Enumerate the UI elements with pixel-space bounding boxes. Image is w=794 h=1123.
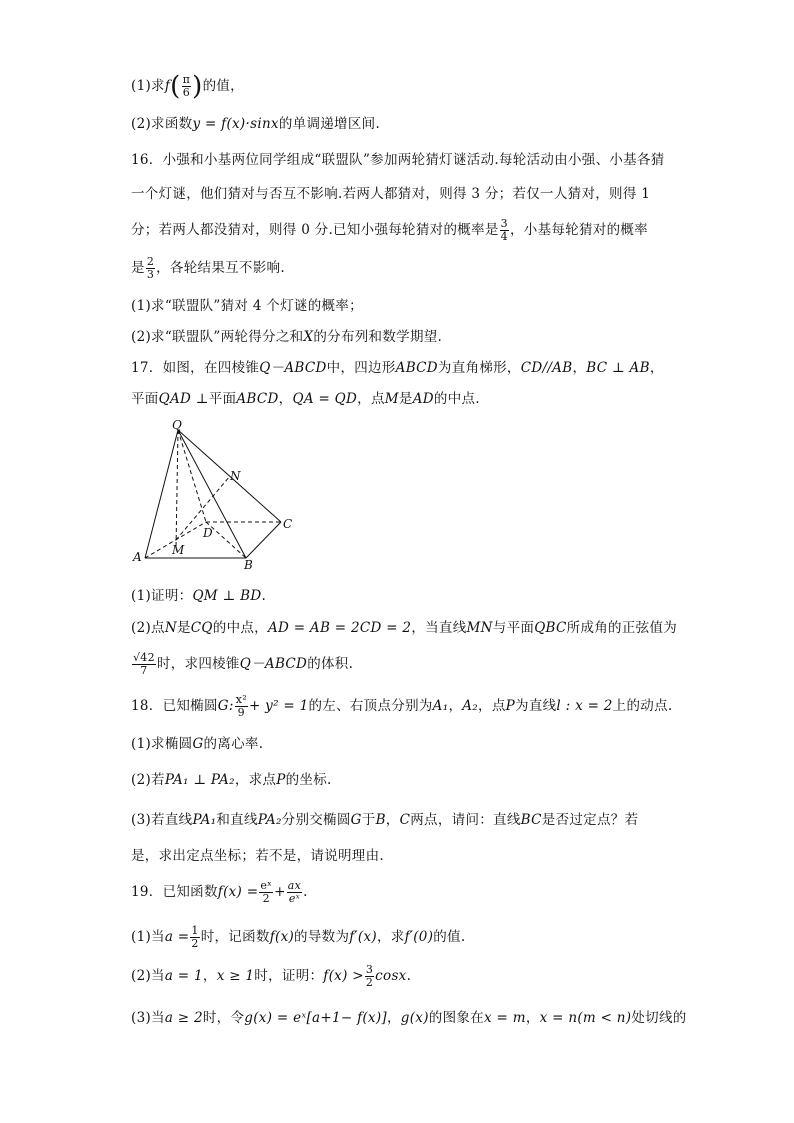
text: 的左、右顶点分别为: [308, 698, 433, 714]
label-C: C: [283, 517, 293, 531]
text: 是: [398, 391, 413, 407]
fraction: [182, 74, 192, 99]
q16-line2: 一个灯谜，他们猜对与否互不影响.若两人都猜对，则得 3 分；若仅一人猜对，则得 1: [131, 186, 651, 202]
q18-part2: [131, 770, 671, 790]
text: ，: [278, 391, 293, 407]
edge-QA: [145, 430, 178, 558]
text: 时，令: [202, 1010, 245, 1026]
text: (2)求函数: [131, 116, 193, 132]
text: ，求点: [234, 772, 277, 788]
math: g(x): [400, 1010, 429, 1026]
text: 的中点，: [212, 620, 268, 636]
q15-part1: [131, 71, 671, 102]
text: 的值，: [202, 78, 244, 94]
math: x = n(m < n): [539, 1010, 632, 1026]
label-D: D: [203, 526, 213, 540]
math: f(x) >: [323, 968, 364, 984]
numerator: 1: [191, 924, 199, 937]
q17-line1: [131, 358, 671, 378]
q16-line3: [131, 218, 671, 243]
text: 两点，请问：直线: [410, 812, 521, 828]
text: .: [261, 588, 267, 604]
numerator: 3: [365, 963, 374, 976]
fraction: [132, 652, 156, 677]
text: 是: [131, 260, 145, 276]
math: ABCD: [236, 391, 279, 407]
math: BC: [520, 812, 542, 828]
math: B: [375, 812, 386, 828]
q18-part1: [131, 734, 671, 754]
pyramid-figure: [128, 418, 298, 570]
text: (1)求椭圆: [131, 736, 193, 752]
edge-BC: [246, 522, 281, 558]
text: 平面: [208, 391, 237, 407]
q15-part2: [131, 114, 671, 134]
paren-left: (: [170, 71, 181, 102]
text: (2)若: [131, 772, 165, 788]
denominator: 9: [237, 706, 245, 719]
math: P: [276, 772, 286, 788]
math: M: [384, 391, 399, 407]
numerator: 3: [500, 217, 508, 230]
q19-part2: [131, 964, 671, 989]
denominator: 7: [140, 664, 148, 677]
text: .: [406, 968, 412, 984]
paren-right: ): [192, 71, 203, 102]
math: cosx: [375, 968, 407, 984]
text: (2)点: [131, 620, 165, 636]
text: 的导数为: [294, 929, 350, 945]
q19-part3: [131, 1008, 687, 1028]
math: PA₁ ⊥ PA₂: [164, 772, 235, 788]
text: (2)当: [131, 968, 165, 984]
text: ，当直线: [411, 620, 467, 636]
math: ABCD: [395, 360, 438, 376]
text: 时，记函数: [200, 929, 270, 945]
text: (1)证明：: [131, 588, 193, 604]
text: 和直线: [216, 812, 258, 828]
text: 与平面: [492, 620, 535, 636]
numerator: eˣ: [260, 879, 273, 892]
text: 的离心率.: [203, 736, 264, 752]
denominator: 3: [146, 268, 155, 281]
q19-part1: [131, 925, 671, 950]
numerator: √42: [133, 651, 155, 664]
label-M: M: [172, 543, 185, 557]
text: 的值.: [433, 929, 466, 945]
math: PA₂: [257, 812, 282, 828]
math: G: [350, 812, 362, 828]
math: MN: [466, 620, 493, 636]
text: 是: [176, 620, 191, 636]
math: A₁: [432, 698, 449, 714]
q16-line4: [131, 256, 671, 281]
text: 于: [361, 812, 376, 828]
text: .: [303, 884, 308, 900]
text: ，: [448, 698, 463, 714]
text: 分；若两人都没猜对，则得 0 分.已知小强每轮猜对的概率是: [131, 222, 499, 238]
text: ，: [572, 360, 587, 376]
math: + y² = 1: [248, 698, 309, 714]
math: QAD ⊥: [158, 391, 209, 407]
text: (3)若直线: [131, 812, 193, 828]
text: ，: [649, 360, 664, 376]
math: QBC: [534, 620, 567, 636]
text: (2)求“联盟队”两轮得分之和: [131, 329, 304, 345]
text: (1)当: [131, 929, 165, 945]
q19-line1: [131, 880, 671, 905]
fraction: [146, 256, 155, 281]
math: a =: [164, 929, 190, 945]
math: a ≥ 2: [164, 1010, 203, 1026]
math: x = m: [484, 1010, 526, 1026]
numerator: π: [182, 73, 191, 86]
text: ，点: [357, 391, 385, 407]
math: X: [303, 329, 314, 345]
text: ，: [202, 968, 217, 984]
text: 为直线: [515, 698, 557, 714]
text: ，点: [478, 698, 506, 714]
math: f′(0): [404, 929, 434, 945]
label-B: B: [244, 558, 253, 570]
math: C: [399, 812, 411, 828]
q16-line1: 16．小强和小基两位同学组成“联盟队”参加两轮猜灯谜活动.每轮活动由小强、小基各猜: [131, 152, 665, 168]
text: 的分布列和数学期望.: [313, 329, 443, 345]
label-A: A: [133, 550, 142, 564]
denominator: 2: [365, 976, 374, 989]
q18-part3-line2: 是，求出定点坐标；若不是，请说明理由.: [131, 848, 384, 864]
text: 平面: [131, 391, 159, 407]
math: PA₁: [192, 812, 217, 828]
text: 17．如图，在四棱锥: [131, 360, 260, 376]
text: 时，证明：: [254, 968, 324, 984]
math: f′(x): [349, 929, 377, 945]
q16-part2: [131, 327, 671, 347]
denominator: 2: [262, 892, 270, 905]
denominator: 6: [182, 86, 190, 99]
fraction: [190, 925, 199, 950]
text: 时，求四棱锥: [156, 656, 240, 672]
q17-part2-line2: [131, 652, 671, 677]
text: ，小基每轮猜对的概率: [509, 222, 648, 238]
math: y = f(x)·sinx: [192, 116, 279, 132]
numerator: x²: [235, 693, 247, 706]
label-Q: Q: [172, 418, 182, 432]
math: A₂: [462, 698, 479, 714]
text: 的中点.: [433, 391, 480, 407]
text: 的体积.: [307, 656, 354, 672]
text: 18．已知椭圆: [131, 698, 218, 714]
math: G:: [217, 698, 234, 714]
math: a = 1: [164, 968, 203, 984]
text: (1)求: [131, 78, 165, 94]
text: 的坐标.: [285, 772, 332, 788]
text: 是否过定点？若: [541, 812, 639, 828]
q16-part1: (1)求“联盟队”猜对 4 个灯谜的概率；: [131, 298, 363, 314]
math: QM ⊥ BD: [192, 588, 262, 604]
dashed-QM: [176, 430, 178, 549]
math: l : x = 2: [556, 698, 613, 714]
math: P: [505, 698, 516, 714]
numerator: 2: [146, 255, 155, 268]
math: AD = AB = 2CD = 2: [267, 620, 412, 636]
label-N: N: [230, 469, 241, 483]
q18-part3-line1: [131, 810, 671, 830]
text: +: [274, 884, 286, 900]
text: ，各轮结果互不影响.: [156, 260, 285, 276]
fraction: [287, 880, 302, 905]
math: N: [164, 620, 177, 636]
denominator: 2: [191, 937, 199, 950]
math: Q－ABCD: [239, 656, 308, 672]
fraction: [235, 694, 248, 719]
math: BC ⊥ AB: [586, 360, 650, 376]
math: x ≥ 1: [216, 968, 255, 984]
q18-line1: [131, 694, 671, 719]
fraction: [500, 218, 509, 243]
dashed-QD: [178, 430, 206, 522]
text: ，: [385, 812, 400, 828]
text: 中，四边形: [326, 360, 396, 376]
denominator: 4: [500, 230, 508, 243]
math: G: [192, 736, 204, 752]
text: 上的动点.: [612, 698, 673, 714]
text: 分别交椭圆: [281, 812, 351, 828]
q17-part1: [131, 586, 671, 606]
q17-line2: [131, 389, 671, 409]
text: ，: [525, 1010, 540, 1026]
math: Q－ABCD: [259, 360, 327, 376]
fraction: [365, 964, 374, 989]
text: 为直角梯形，: [437, 360, 521, 376]
math: AD: [412, 391, 434, 407]
text: (3)当: [131, 1010, 165, 1026]
text: 的图象在: [428, 1010, 484, 1026]
text: 的单调递增区间.: [278, 116, 381, 132]
math: g(x) = eˣ[a+1− f(x)]: [244, 1010, 387, 1026]
text: 19．已知函数: [131, 884, 218, 900]
text: 处切线的: [631, 1010, 687, 1026]
math: CQ: [190, 620, 213, 636]
math: QA = QD: [292, 391, 358, 407]
math: f(x): [269, 929, 295, 945]
numerator: ax: [287, 879, 302, 892]
math: CD//AB: [520, 360, 573, 376]
math: f(x) =: [217, 884, 259, 900]
text: 所成角的正弦值为: [566, 620, 678, 636]
denominator: eˣ: [288, 892, 300, 905]
fraction: [259, 880, 273, 905]
text: ，求: [376, 929, 405, 945]
math: f: [164, 78, 171, 94]
q17-part2-line1: [131, 618, 678, 638]
text: ，: [386, 1010, 401, 1026]
